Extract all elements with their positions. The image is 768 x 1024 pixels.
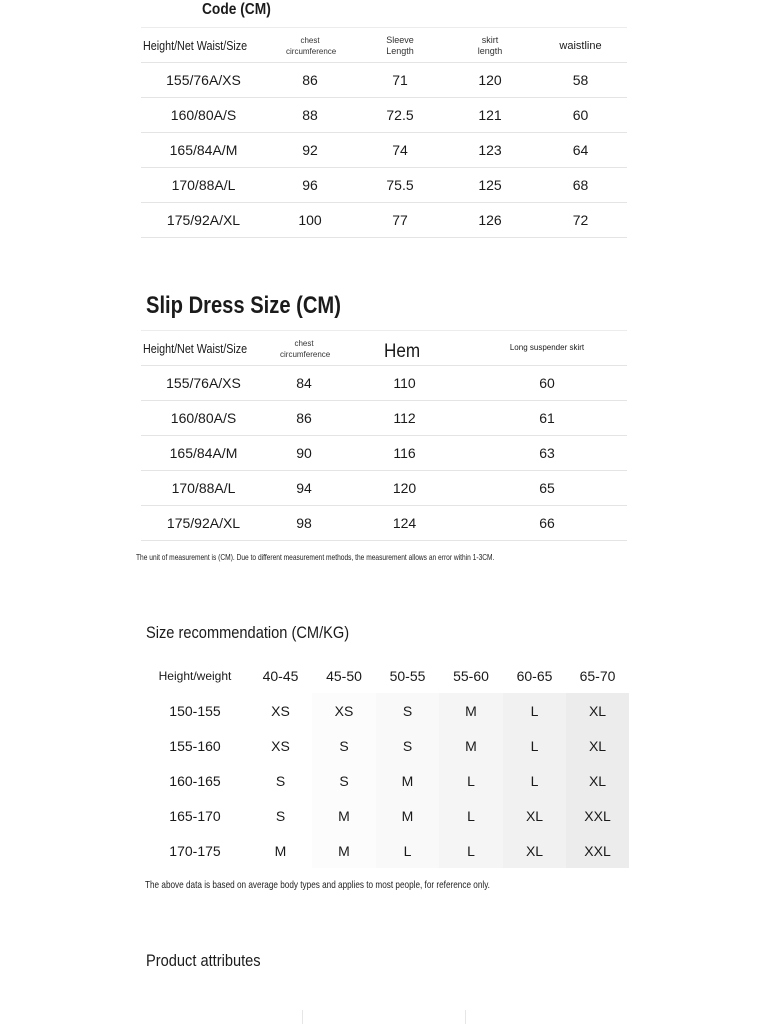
table2-top-divider	[141, 330, 627, 331]
table2-row	[141, 401, 627, 436]
recommendation-height-cell: 150-155	[141, 693, 249, 728]
table1-cell-chest: 88	[302, 107, 318, 123]
table1-row	[141, 133, 627, 168]
recommendation-size-cell: XS	[249, 693, 312, 728]
table1-cell-sleeve: 77	[392, 212, 408, 228]
recommendation-header-weight: 65-70	[579, 668, 616, 684]
table1-cell-size: 160/80A/S	[170, 107, 237, 123]
table1-cell-waistline: 72	[572, 212, 589, 228]
recommendation-size-cell: L	[439, 833, 503, 868]
table2-row	[141, 366, 627, 401]
recommendation-size-cell: M	[376, 763, 439, 798]
recommendation-row	[141, 763, 629, 798]
recommendation-row	[141, 693, 629, 728]
table2-cell-chest: 90	[296, 445, 312, 461]
table2-cell-chest: 98	[296, 515, 312, 531]
recommendation-size-cell: XL	[503, 833, 566, 868]
recommendation-row	[141, 798, 629, 833]
recommendation-size-cell: L	[376, 833, 439, 868]
table1-cell-skirt: 126	[478, 212, 502, 228]
recommendation-size-cell: S	[312, 763, 376, 798]
table2-cell-size: 170/88A/L	[171, 480, 236, 496]
table2-cell-hem: 116	[393, 445, 416, 461]
table1-cell-skirt: 120	[478, 72, 502, 88]
recommendation-size-cell: XS	[312, 693, 376, 728]
recommendation-height-cell: 160-165	[141, 763, 249, 798]
table1-header-row	[141, 29, 627, 63]
recommendation-header-weight: 60-65	[516, 668, 553, 684]
table2-cell-chest: 84	[296, 375, 312, 391]
table1-row	[141, 63, 627, 98]
table2-cell-long-skirt: 63	[539, 445, 555, 461]
table2-cell-hem: 112	[393, 410, 416, 426]
table1-cell-waistline: 60	[572, 107, 589, 123]
table1-cell-sleeve: 72.5	[386, 107, 414, 123]
recommendation-size-cell: M	[439, 693, 503, 728]
recommendation-header-weight: 50-55	[389, 668, 426, 684]
table2-title: Slip Dress Size (CM)	[146, 292, 341, 319]
attributes-title: Product attributes	[146, 951, 261, 970]
table2-header-hem: Hem	[384, 341, 421, 362]
table2-cell-hem: 110	[393, 375, 416, 391]
table2-cell-chest: 94	[296, 480, 312, 496]
recommendation-note: The above data is based on average body types and applies to most people, for reference only.	[145, 879, 490, 891]
table1-cell-waistline: 64	[572, 142, 589, 158]
table1-row	[141, 98, 627, 133]
recommendation-size-cell: M	[376, 798, 439, 833]
recommendation-header-label: Height/weight	[158, 669, 232, 683]
table1-cell-skirt: 121	[478, 107, 502, 123]
recommendation-header-weight: 40-45	[262, 668, 299, 684]
recommendation-size-cell: L	[503, 728, 566, 763]
table1-cell-waistline: 68	[572, 177, 589, 193]
recommendation-size-cell: S	[249, 763, 312, 798]
table1-cell-waistline: 58	[572, 72, 589, 88]
table2-row	[141, 436, 627, 471]
recommendation-height-cell: 170-175	[141, 833, 249, 868]
recommendation-height-cell: 155-160	[141, 728, 249, 763]
table1-cell-skirt: 123	[478, 142, 502, 158]
table1-header-size: Height/Net Waist/Size	[142, 38, 248, 53]
recommendation-size-cell: XS	[249, 728, 312, 763]
recommendation-size-cell: XXL	[566, 833, 629, 868]
recommendation-size-cell: S	[312, 728, 376, 763]
table1-row	[141, 203, 627, 238]
recommendation-header-weight: 55-60	[453, 668, 489, 684]
table1-header-skirt: skirt length	[477, 34, 503, 56]
table1-cell-size: 155/76A/XS	[166, 72, 241, 88]
table1-cell-size: 165/84A/M	[169, 142, 238, 158]
table2-note: The unit of measurement is (CM). Due to different measurement methods, the measurement allows an error within 1-3CM.	[136, 552, 495, 562]
table2-cell-size: 160/80A/S	[170, 410, 237, 426]
recommendation-size-cell: XL	[503, 798, 566, 833]
recommendation-size-cell: M	[249, 833, 312, 868]
table1-header-chest: chest circumference	[286, 35, 337, 56]
recommendation-size-cell: S	[376, 728, 439, 763]
table1-header-sleeve: Sleeve Length	[386, 34, 414, 56]
table1-cell-sleeve: 75.5	[386, 177, 414, 193]
table2-header-long-skirt: Long suspender skirt	[509, 343, 585, 352]
recommendation-size-cell: S	[249, 798, 312, 833]
table1-title: Code (CM)	[202, 1, 271, 18]
recommendation-title: Size recommendation (CM/KG)	[146, 623, 350, 642]
table1-cell-sleeve: 74	[392, 142, 408, 158]
table1-cell-size: 175/92A/XL	[166, 212, 241, 228]
recommendation-size-cell: XL	[566, 728, 629, 763]
recommendation-size-cell: XXL	[566, 798, 629, 833]
recommendation-size-cell: M	[312, 798, 376, 833]
table1-cell-chest: 100	[298, 212, 322, 228]
table1-cell-chest: 92	[302, 142, 318, 158]
table1-header-waist: waistline	[559, 39, 602, 52]
recommendation-header-weight: 45-50	[326, 668, 362, 684]
recommendation-size-cell: M	[439, 728, 503, 763]
table2-header-row	[141, 332, 627, 366]
table2-cell-size: 155/76A/XS	[166, 375, 241, 391]
recommendation-size-cell: L	[503, 763, 566, 798]
table1-row	[141, 168, 627, 203]
recommendation-row	[141, 833, 629, 868]
recommendation-header-row	[141, 659, 629, 693]
table2-header-size: Height/Net Waist/Size	[142, 341, 248, 356]
table2-cell-hem: 120	[392, 480, 417, 496]
table1-cell-chest: 86	[302, 72, 318, 88]
table2-cell-size: 175/92A/XL	[166, 515, 241, 531]
recommendation-size-cell: XL	[566, 693, 629, 728]
table2-row	[141, 471, 627, 506]
recommendation-row	[141, 728, 629, 763]
table1-cell-size: 170/88A/L	[171, 177, 236, 193]
table2-cell-long-skirt: 65	[539, 480, 555, 496]
recommendation-size-cell: L	[439, 763, 503, 798]
table2-cell-chest: 86	[296, 410, 312, 426]
table2-row	[141, 506, 627, 541]
table1-cell-skirt: 125	[478, 177, 502, 193]
table2-cell-long-skirt: 66	[539, 515, 555, 531]
table2-header-chest: chest circumference	[280, 338, 331, 359]
recommendation-height-cell: 165-170	[141, 798, 249, 833]
recommendation-size-cell: L	[439, 798, 503, 833]
attributes-divider-1	[302, 1010, 303, 1024]
recommendation-size-cell: M	[312, 833, 376, 868]
table2-cell-size: 165/84A/M	[169, 445, 238, 461]
table2-cell-hem: 124	[392, 515, 417, 531]
recommendation-size-cell: S	[376, 693, 439, 728]
recommendation-size-cell: XL	[566, 763, 629, 798]
table1-cell-chest: 96	[302, 177, 318, 193]
attributes-divider-2	[465, 1010, 466, 1024]
table1-cell-sleeve: 71	[392, 72, 408, 88]
recommendation-size-cell: L	[503, 693, 566, 728]
table1-top-divider	[141, 27, 627, 28]
table2-cell-long-skirt: 61	[539, 410, 555, 426]
table2-cell-long-skirt: 60	[539, 375, 555, 391]
